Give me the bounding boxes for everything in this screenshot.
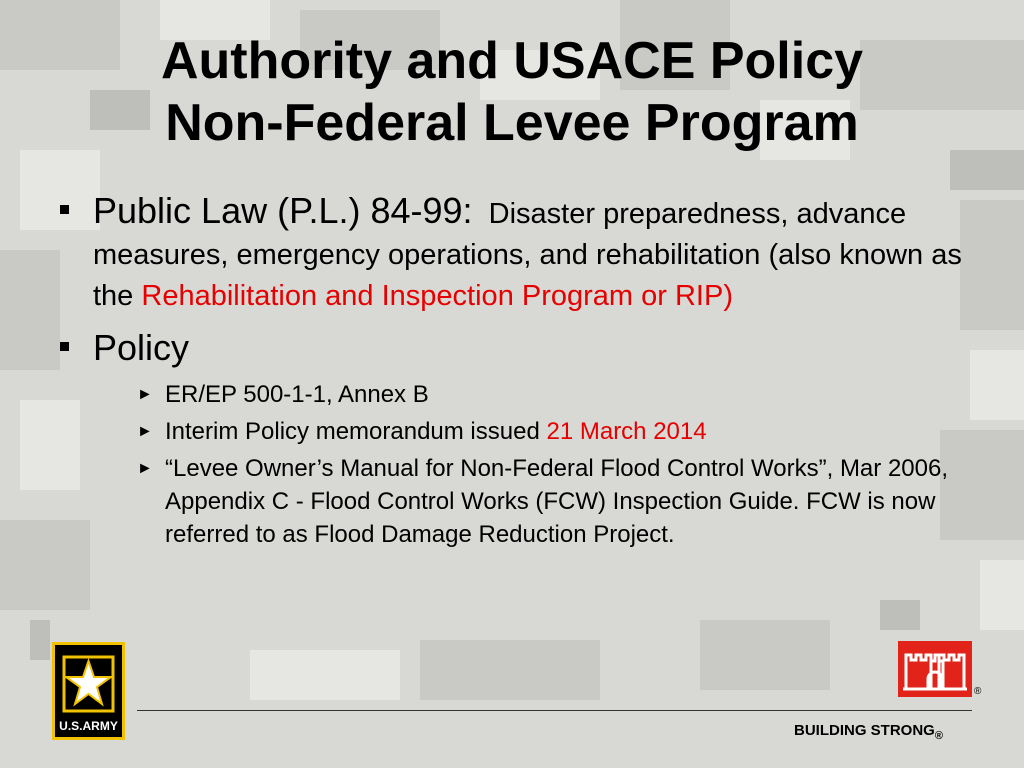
sub-bullet-text: ER/EP 500-1-1, Annex B bbox=[165, 381, 429, 408]
army-logo-text: U.S.ARMY bbox=[59, 719, 118, 733]
bullet-text: Disaster preparedness, advance measures, emergency operations, and rehabilitation (also known as the bbox=[93, 198, 962, 312]
castle-icon bbox=[898, 641, 972, 697]
tagline-text: BUILDING STRONG bbox=[794, 722, 935, 739]
sub-bullet-text: Interim Policy memorandum issued bbox=[165, 418, 540, 445]
bullet-lead: Policy bbox=[93, 327, 190, 368]
title-line-2: Non-Federal Levee Program bbox=[165, 94, 859, 152]
bullet-highlight: Rehabilitation and Inspection Program or RIP) bbox=[141, 280, 733, 312]
sub-bullet bbox=[137, 415, 970, 448]
slide-title bbox=[0, 30, 1024, 154]
bullet-public-law bbox=[60, 190, 970, 317]
triangle-bullet-icon: ► bbox=[137, 460, 153, 477]
usace-castle-logo bbox=[898, 641, 972, 697]
slide-body bbox=[60, 190, 970, 555]
footer-divider bbox=[137, 710, 972, 711]
sub-bullet-highlight: 21 March 2014 bbox=[546, 418, 707, 445]
square-bullet-icon bbox=[60, 205, 69, 214]
building-strong-tagline bbox=[794, 722, 943, 742]
bullet-policy bbox=[60, 327, 970, 372]
tagline-registered-mark: ® bbox=[934, 730, 943, 742]
square-bullet-icon bbox=[60, 342, 69, 351]
sub-bullet bbox=[137, 452, 970, 551]
sub-bullet bbox=[137, 378, 970, 411]
title-line-1: Authority and USACE Policy bbox=[160, 32, 864, 90]
army-star-icon bbox=[58, 649, 119, 719]
registered-mark: ® bbox=[974, 686, 982, 697]
triangle-bullet-icon: ► bbox=[137, 386, 153, 403]
us-army-logo bbox=[52, 642, 125, 740]
triangle-bullet-icon: ► bbox=[137, 423, 153, 440]
bullet-lead: Public Law (P.L.) 84-99: bbox=[93, 190, 473, 231]
sub-bullet-text: “Levee Owner’s Manual for Non-Federal Flood Control Works”, Mar 2006, Appendix C - Flood Control Works (FCW) Inspection Guide. FCW is now referred to as Flood Damage Reduction Project. bbox=[165, 455, 948, 548]
